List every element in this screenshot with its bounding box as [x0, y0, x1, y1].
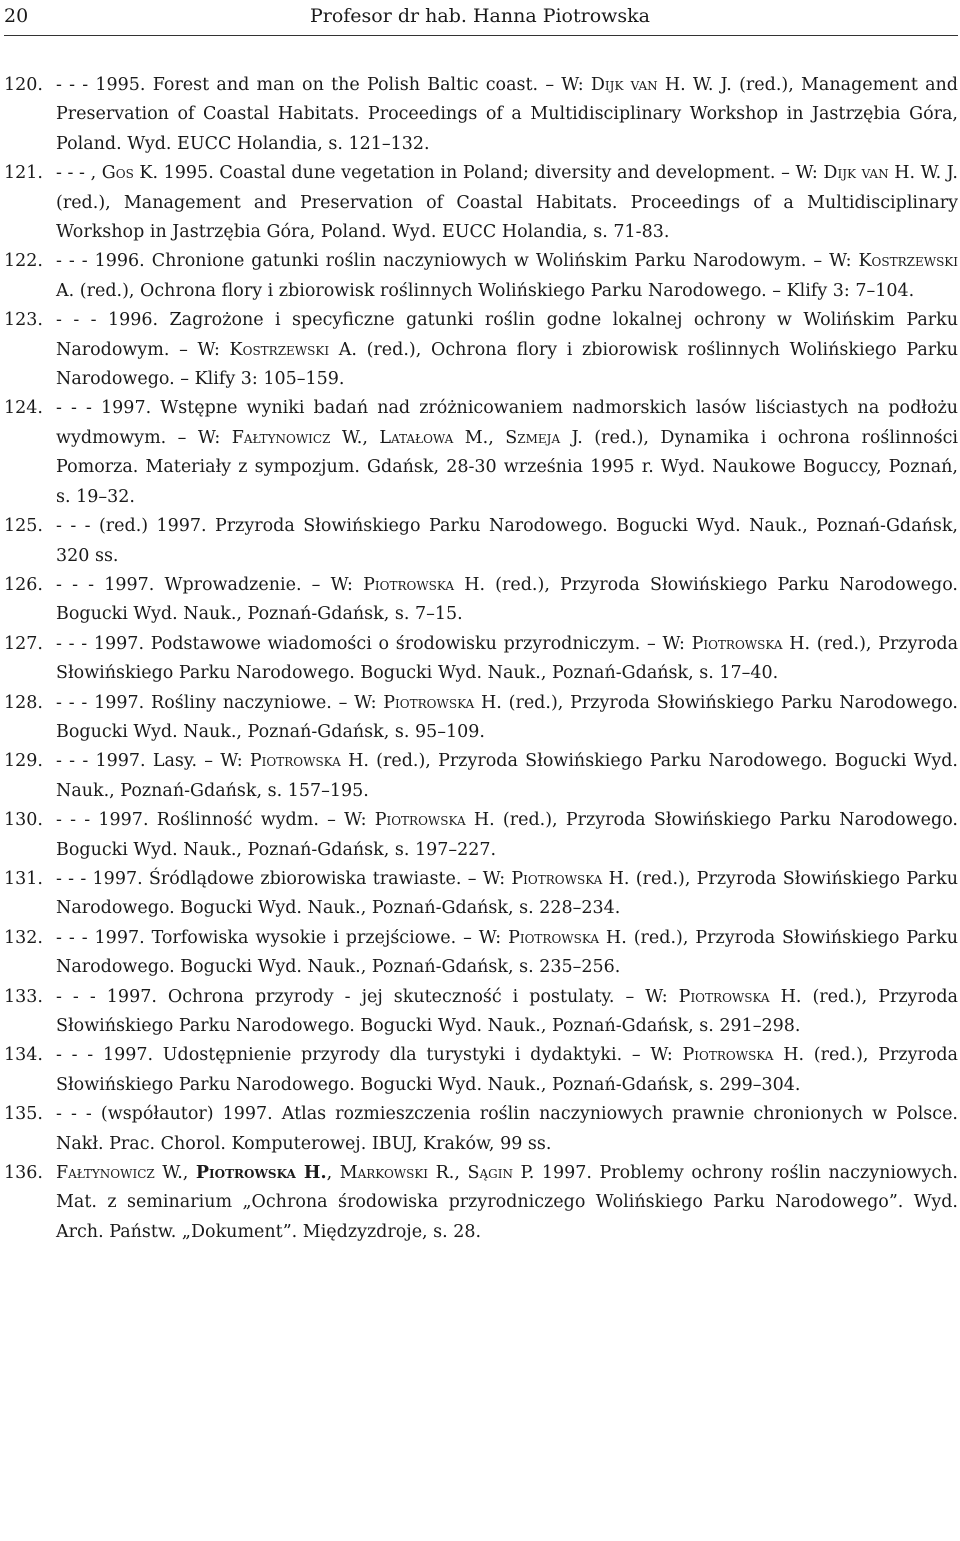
- bibliography-entry: [0, 689, 960, 748]
- entry-number: 126.: [4, 574, 43, 595]
- entry-number: 132.: [4, 927, 43, 948]
- page-number: 20: [4, 5, 29, 27]
- entry-text: - - - 1997. Śródlądowe zbiorowiska trawiaste. – W: Piotrowska H. (red.), Przyroda Słowińskiego Parku Narodowego. Bogucki Wyd. Nauk., Poznań-Gdańsk, s. 228–234.: [56, 868, 958, 919]
- entry-text: - - - 1997. Wstępne wyniki badań nad zróżnicowaniem nadmorskich lasów liściastych na podłożu wydmowym. – W: Fałtynowicz W., Latałowa M., Szmeja J. (red.), Dynamika i ochrona roślinności Pomorza. Materiały z sympozjum. Gdańsk, 28-30 września 1995 r. Wyd. Naukowe Boguccy, Poznań, s. 19–32.: [56, 398, 958, 507]
- bibliography-entry: [0, 571, 960, 630]
- entry-number: 129.: [4, 751, 43, 772]
- entry-text: - - - 1997. Ochrona przyrody - jej skuteczność i postulaty. – W: Piotrowska H. (red.), Przyroda Słowińskiego Parku Narodowego. Bogucki Wyd. Nauk., Poznań-Gdańsk, s. 291–298.: [56, 986, 958, 1036]
- header-rule: [4, 35, 958, 36]
- bibliography-entry: [0, 1159, 960, 1247]
- page-header: [0, 0, 960, 36]
- entry-text: - - - 1996. Zagrożone i specyficzne gatunki roślin godne lokalnej ochrony w Wolińskim Parku Narodowym. – W: Kostrzewski A. (red.), Ochrona flory i zbiorowisk roślinnych Wolińskiego Parku Narodowego. – Klify 3: 105–159.: [56, 310, 958, 390]
- entry-text: - - - 1996. Chronione gatunki roślin naczyniowych w Wolińskim Parku Narodowym. – W: Kostrzewski A. (red.), Ochrona flory i zbiorowisk roślinnych Wolińskiego Parku Narodowego. – Klify 3: 7–104.: [56, 251, 958, 301]
- bibliography-list: [0, 71, 960, 1247]
- entry-text: - - - 1997. Udostępnienie przyrody dla turystyki i dydaktyki. – W: Piotrowska H. (red.), Przyroda Słowińskiego Parku Narodowego. Bogucki Wyd. Nauk., Poznań-Gdańsk, s. 299–304.: [56, 1045, 958, 1095]
- entry-text: - - - 1995. Forest and man on the Polish Baltic coast. – W: Dijk van H. W. J. (red.), Management and Preservation of Coastal Habitats. Proceedings of a Multidisciplinary Workshop in Jastrzębia Góra, Poland. Wyd. EUCC Holandia, s. 121–132.: [56, 75, 959, 154]
- entry-number: 127.: [4, 633, 43, 654]
- entry-text: - - - , Gos K. 1995. Coastal dune vegetation in Poland; diversity and development. – W: Dijk van H. W. J. (red.), Management and Preservation of Coastal Habitats. Proceedings of a Multidisciplinary Workshop in Jastrzębia Góra, Poland. Wyd. EUCC Holandia, s. 71-83.: [56, 163, 958, 243]
- entry-number: 130.: [4, 810, 43, 831]
- entry-number: 131.: [4, 868, 43, 889]
- entry-number: 135.: [4, 1104, 43, 1125]
- bibliography-entry: [0, 865, 960, 924]
- bibliography-entry: [0, 983, 960, 1042]
- entry-number: 128.: [4, 692, 43, 713]
- entry-text: - - - 1997. Lasy. – W: Piotrowska H. (red.), Przyroda Słowińskiego Parku Narodowego. Bogucki Wyd. Nauk., Poznań-Gdańsk, s. 157–195.: [56, 751, 958, 801]
- bibliography-entry: [0, 1100, 960, 1159]
- entry-number: 123.: [4, 310, 43, 331]
- bibliography-entry: [0, 806, 960, 865]
- entry-text: - - - 1997. Rośliny naczyniowe. – W: Piotrowska H. (red.), Przyroda Słowińskiego Parku Narodowego. Bogucki Wyd. Nauk., Poznań-Gdańsk, s. 95–109.: [56, 692, 958, 742]
- bibliography-entry: [0, 512, 960, 571]
- entry-text: - - - 1997. Roślinność wydm. – W: Piotrowska H. (red.), Przyroda Słowińskiego Parku Narodowego. Bogucki Wyd. Nauk., Poznań-Gdańsk, s. 197–227.: [56, 810, 958, 860]
- entry-number: 134.: [4, 1045, 43, 1066]
- bibliography-entry: [0, 394, 960, 512]
- running-head: Profesor dr hab. Hanna Piotrowska: [309, 5, 651, 27]
- bibliography-entry: [0, 1041, 960, 1100]
- bibliography-entry: [0, 747, 960, 806]
- entry-text: - - - (współautor) 1997. Atlas rozmieszczenia roślin naczyniowych prawnie chronionych w Polsce. Nakł. Prac. Chorol. Komputerowej. IBUJ, Kraków, 99 ss.: [56, 1104, 958, 1154]
- bibliography-entry: [0, 924, 960, 983]
- entry-text: Fałtynowicz W., Piotrowska H., Markowski R., Sągin P. 1997. Problemy ochrony roślin naczyniowych. Mat. z seminarium „Ochrona środowiska przyrodniczego Wolińskiego Parku Narodowego”. Wyd. Arch. Państw. „Dokument”. Międzyzdroje, s. 28.: [56, 1163, 958, 1242]
- entry-text: - - - 1997. Podstawowe wiadomości o środowisku przyrodniczym. – W: Piotrowska H. (red.), Przyroda Słowińskiego Parku Narodowego. Bogucki Wyd. Nauk., Poznań-Gdańsk, s. 17–40.: [56, 633, 958, 684]
- entry-number: 121.: [4, 163, 43, 184]
- entry-text: - - - (red.) 1997. Przyroda Słowińskiego Parku Narodowego. Bogucki Wyd. Nauk., Poznań-Gdańsk, 320 ss.: [56, 516, 958, 566]
- entry-text: - - - 1997. Wprowadzenie. – W: Piotrowska H. (red.), Przyroda Słowińskiego Parku Narodowego. Bogucki Wyd. Nauk., Poznań-Gdańsk, s. 7–15.: [56, 574, 958, 625]
- entry-number: 136.: [4, 1163, 43, 1184]
- bibliography-entry: [0, 159, 960, 247]
- entry-text: - - - 1997. Torfowiska wysokie i przejściowe. – W: Piotrowska H. (red.), Przyroda Słowińskiego Parku Narodowego. Bogucki Wyd. Nauk., Poznań-Gdańsk, s. 235–256.: [56, 927, 958, 978]
- entry-number: 122.: [4, 251, 43, 272]
- bibliography-entry: [0, 71, 960, 159]
- bibliography-entry: [0, 247, 960, 306]
- entry-number: 125.: [4, 516, 43, 537]
- bibliography-entry: [0, 630, 960, 689]
- entry-number: 120.: [4, 75, 43, 95]
- entry-number: 133.: [4, 986, 43, 1007]
- bibliography-entry: [0, 306, 960, 394]
- entry-number: 124.: [4, 398, 43, 419]
